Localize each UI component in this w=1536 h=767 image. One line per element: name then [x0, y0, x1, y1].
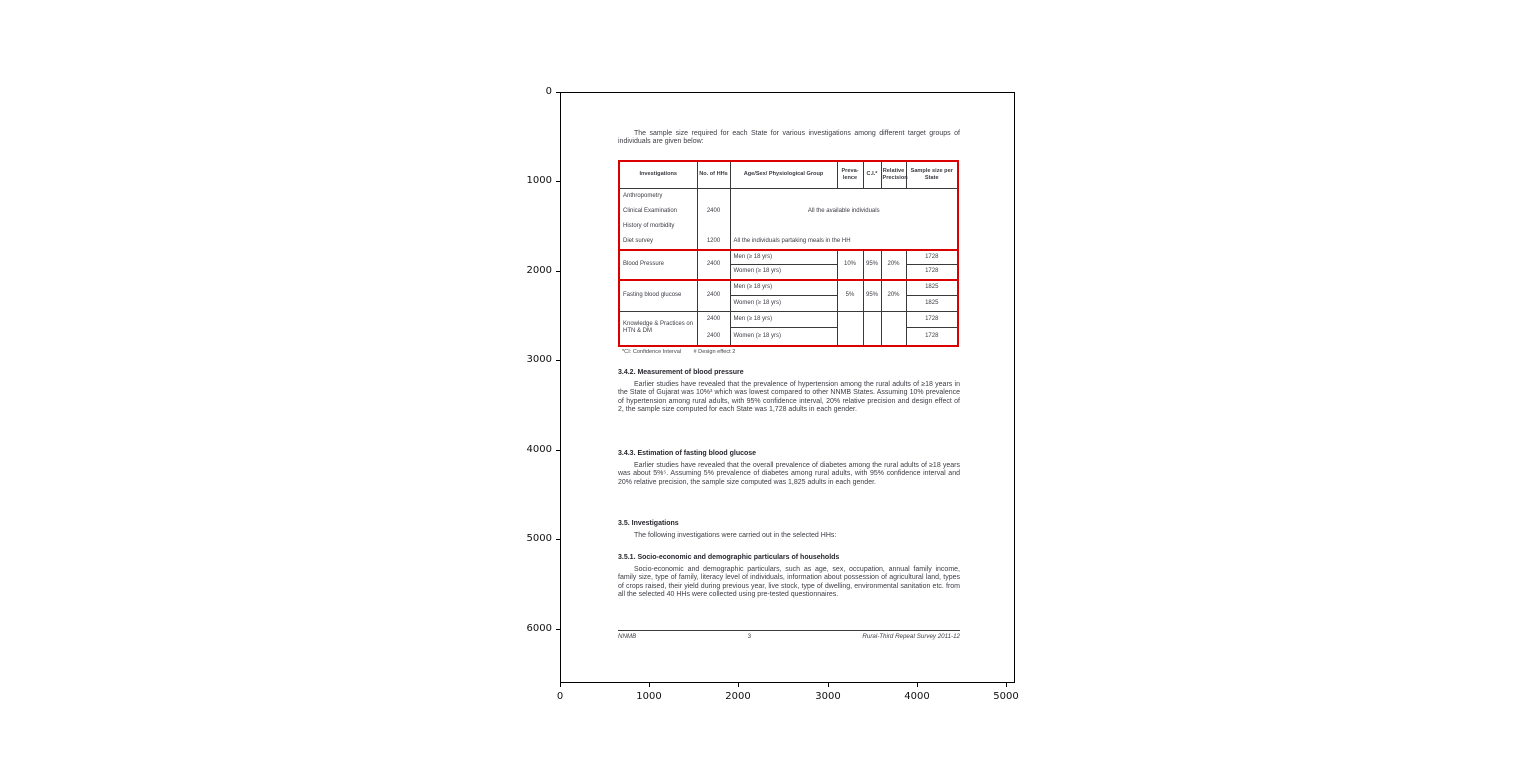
group-kp-women: Women (≥ 18 yrs) [730, 328, 837, 345]
x-tick [828, 683, 829, 687]
section-body-3-4-2: Earlier studies have revealed that the prevalence of hypertension among the rural adults of ≥18 years in the State of Gujarat was 10%³ which was lowest compared to other NNMB States. Assuming 10% prevalence of hypertension among rural adults, with 95% confidence interval, 20% relative precision and design effect of 2, the sample size computed for each State was 1,728 adults in each gender. [618, 381, 960, 414]
document-page [560, 92, 1015, 683]
x-tick-label: 3000 [815, 691, 841, 702]
ci-bp: 95% [863, 250, 881, 280]
y-tick-label: 2000 [526, 265, 552, 276]
x-tick [560, 683, 561, 687]
header-relative-precision: Relative Precision [881, 162, 906, 188]
section-body-3-4-3: Earlier studies have revealed that the overall prevalence of diabetes among the rural adults of ≥18 years was about 5%⁵. Assuming 5% prevalence of diabetes among rural adults, with 95% confidence interval and 20% relative precision, the sample size computed was 1,825 adults in each gender. [618, 462, 960, 486]
section-heading-3-5: 3.5. Investigations [618, 520, 679, 527]
y-tick-label: 1000 [526, 175, 552, 186]
y-tick-label: 0 [545, 86, 552, 97]
investigation-diet-survey: Diet survey [623, 237, 654, 244]
cell-empty [881, 312, 906, 345]
table-row-group-a [620, 188, 957, 250]
cell-empty [863, 312, 881, 345]
header-prevalence: Preva- lence [837, 162, 863, 188]
ci-fbg: 95% [863, 280, 881, 312]
footer-rule [618, 630, 960, 631]
cell-notes-a [730, 188, 957, 250]
group-fbg-women: Women (≥ 18 yrs) [730, 296, 837, 312]
group-kp-men: Men (≥ 18 yrs) [730, 312, 837, 328]
x-tick [1006, 683, 1007, 687]
hhs-kp-men: 2400 [697, 312, 730, 328]
note-diet-individuals: All the individuals partaking meals in the HH [733, 237, 851, 244]
y-tick-label: 5000 [526, 533, 552, 544]
header-ci: C.I.* [863, 162, 881, 188]
hhs-kp-women: 2400 [697, 328, 730, 345]
investigation-knowledge-practices: Knowledge & Practices on HTN & DM [623, 321, 694, 335]
x-tick [917, 683, 918, 687]
x-tick-label: 4000 [904, 691, 930, 702]
table-row-bp-men [620, 250, 957, 265]
y-tick-label: 4000 [526, 444, 552, 455]
cell-empty [837, 312, 863, 345]
note-all-individuals: All the available individuals [807, 207, 880, 214]
table-row-kp-men [620, 312, 957, 328]
investigation-fasting-glucose: Fasting blood glucose [620, 280, 697, 312]
x-tick-label: 1000 [636, 691, 662, 702]
hhs-fasting-glucose: 2400 [697, 280, 730, 312]
x-tick [738, 683, 739, 687]
hhs-blood-pressure: 2400 [697, 250, 730, 280]
cell-investigations-a [620, 188, 697, 250]
section-heading-3-4-2: 3.4.2. Measurement of blood pressure [618, 369, 744, 376]
sample-kp-men: 1728 [906, 312, 957, 328]
y-tick-label: 6000 [526, 623, 552, 634]
prevalence-bp: 10% [837, 250, 863, 280]
sample-fbg-women: 1825 [906, 296, 957, 312]
header-investigations: Investigations [620, 162, 697, 188]
hhs-clinical: 2400 [706, 207, 721, 214]
prevalence-fbg: 5% [837, 280, 863, 312]
precision-fbg: 20% [881, 280, 906, 312]
sample-bp-men: 1728 [906, 250, 957, 265]
header-sample-size: Sample size per State [906, 162, 957, 188]
section-heading-3-5-1: 3.5.1. Socio-economic and demographic particulars of households [618, 554, 840, 561]
hhs-diet: 1200 [706, 237, 721, 244]
sample-kp-women: 1728 [906, 328, 957, 345]
x-tick-label: 0 [556, 691, 564, 702]
cell-hhs-a [697, 188, 730, 250]
investigation-clinical-examination: Clinical Examination [623, 207, 678, 214]
footer-right-survey: Rural-Third Repeat Survey 2011-12 [862, 633, 960, 640]
footer-left-nnmb: NNMB [618, 633, 637, 640]
table-row-fbg-men [620, 280, 957, 296]
section-body-3-5-1: Socio-economic and demographic particulars, such as age, sex, occupation, annual family income, family size, type of family, literacy level of individuals, information about possession of agricultural land, types of crops raised, their yield during previous year, live stock, type of dwelling, environmental sanitation etc. from all the selected 40 HHs were collected using pre-tested questionnaires. [618, 566, 960, 599]
group-bp-men: Men (≥ 18 yrs) [730, 250, 837, 265]
footer-page-number: 3 [747, 633, 752, 640]
section-heading-3-4-3: 3.4.3. Estimation of fasting blood glucose [618, 450, 757, 457]
investigation-anthropometry: Anthropometry [623, 192, 663, 199]
y-tick-label: 3000 [526, 354, 552, 365]
table-footnote: *CI: Confidence Interval # Design effect 2 [622, 349, 736, 355]
group-fbg-men: Men (≥ 18 yrs) [730, 280, 837, 296]
table-header-row [620, 162, 957, 188]
investigation-history-morbidity: History of morbidity [623, 222, 675, 229]
x-tick [649, 683, 650, 687]
section-body-3-5: The following investigations were carried out in the selected HHs: [634, 532, 837, 539]
group-bp-women: Women (≥ 18 yrs) [730, 265, 837, 280]
x-tick-label: 5000 [993, 691, 1019, 702]
sample-bp-women: 1728 [906, 265, 957, 280]
sample-size-table [618, 160, 959, 347]
sample-fbg-men: 1825 [906, 280, 957, 296]
header-no-of-hhs: No. of HHs [697, 162, 730, 188]
page-footer [618, 633, 960, 640]
header-age-sex-group: Age/Sex/ Physiological Group [730, 162, 837, 188]
intro-paragraph: The sample size required for each State for various investigations among different target groups of individuals are given below: [618, 130, 960, 146]
investigation-blood-pressure: Blood Pressure [620, 250, 697, 280]
x-tick-label: 2000 [725, 691, 751, 702]
precision-bp: 20% [881, 250, 906, 280]
